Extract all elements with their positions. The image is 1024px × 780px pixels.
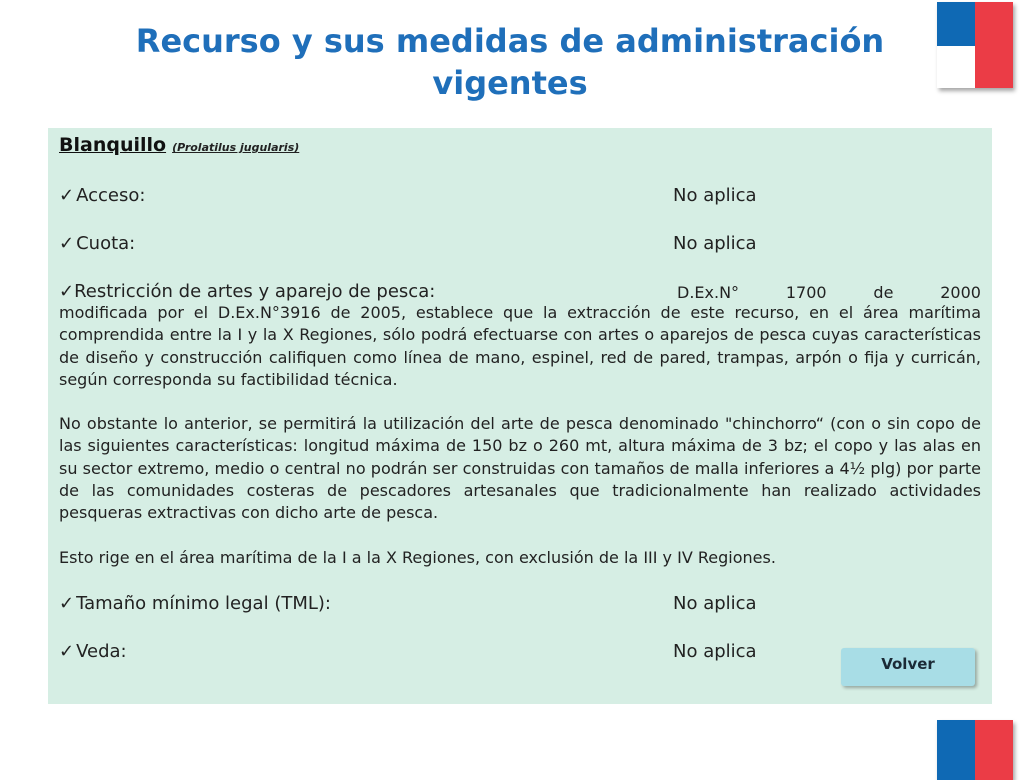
checkmark-icon: ✓ [59, 185, 75, 206]
item-label: Cuota: [76, 233, 136, 254]
checkmark-icon: ✓ [59, 281, 75, 302]
item-value: No aplica [673, 185, 757, 206]
title-line-2: vigentes [432, 64, 588, 102]
item-label: Veda: [76, 640, 127, 662]
item-value: No aplica [673, 592, 757, 614]
checkmark-icon: ✓ [59, 592, 75, 614]
restriction-decree [677, 281, 981, 305]
item-cuota [59, 232, 981, 256]
species-scientific-name: (Prolatilus jugularis) [172, 141, 300, 154]
checkmark-icon: ✓ [59, 640, 75, 662]
page-title [60, 20, 960, 104]
item-restriccion [59, 280, 981, 304]
item-label: Restricción de artes y aparejo de pesca: [74, 281, 436, 302]
restriction-scope: Esto rige en el área marítima de la I a la X Regiones, con exclusión de la III y IV Regiones. [59, 547, 776, 567]
item-tml [59, 592, 981, 616]
decree-word: 1700 [785, 283, 827, 302]
checkmark-icon: ✓ [59, 233, 75, 254]
title-line-1: Recurso y sus medidas de administración [135, 22, 885, 60]
species-common-name: Blanquillo [59, 134, 167, 156]
species-header [59, 134, 981, 162]
decree-word: D.Ex.N° [677, 283, 740, 302]
chile-flag-logo [937, 2, 1013, 88]
decree-word: de [873, 283, 894, 302]
item-acceso [59, 184, 981, 208]
restriction-body: modificada por el D.Ex.N°3916 de 2005, establece que la extracción de este recurso, en el área marítima comprendida entre la I y la X Regiones, sólo podrá efectuarse con artes o aparejos de pesca cuyas características de diseño y construcción califiquen como línea de mano, espinel, red de pared, trampas, arpón o fija y curricán, según corresponda su factibilidad técnica. [59, 303, 981, 389]
restriction-exception: No obstante lo anterior, se permitirá la utilización del arte de pesca denominado "chinchorro“ (con o sin copo de las siguientes características: longitud máxima de 150 bz o 260 mt, altura máxima de 3 bz; el copo y las alas en su sector extremo, medio o central no podrán ser construidas con tamaños de malla inferiores a 4½ plg) por parte de las comunidades costeras de pescadores artesanales que tradicionalmente han realizado actividades pesqueras extractivas con dicho arte de pesca. [59, 414, 981, 523]
chile-flag-footer-logo [937, 720, 1013, 780]
item-value: No aplica [673, 640, 757, 662]
volver-button[interactable]: Volver [841, 648, 975, 686]
decree-word: 2000 [940, 283, 981, 302]
item-label: Acceso: [76, 185, 146, 206]
item-label: Tamaño mínimo legal (TML): [76, 592, 331, 614]
item-value: No aplica [673, 233, 757, 254]
resource-panel [48, 128, 992, 704]
